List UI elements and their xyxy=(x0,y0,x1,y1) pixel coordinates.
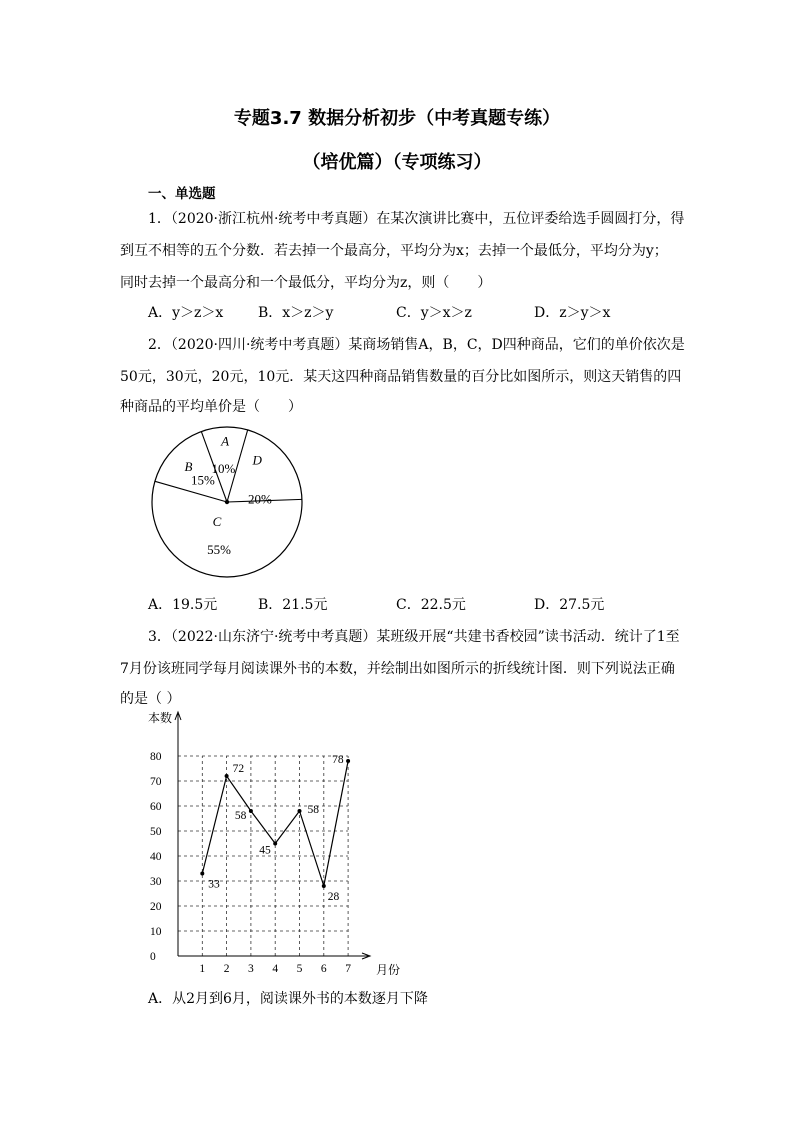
data-point xyxy=(298,809,302,813)
data-label: 72 xyxy=(232,763,245,775)
q3-option-a[interactable]: A．从2月到6月，阅读课外书的本数逐月下降 xyxy=(148,991,428,1007)
y-tick-label: 50 xyxy=(150,826,162,838)
x-tick-label: 6 xyxy=(320,963,327,975)
q1-option-a[interactable]: A．y＞z＞x xyxy=(148,305,224,321)
q2-option-a[interactable]: A．19.5元 xyxy=(148,597,218,613)
x-tick-label: 4 xyxy=(272,963,279,975)
q3-line3: 的是（ ） xyxy=(120,691,181,707)
x-axis-title: 月份 xyxy=(376,963,401,977)
data-label: 45 xyxy=(259,844,271,857)
data-point xyxy=(200,872,204,876)
y-tick-label: 60 xyxy=(150,801,162,813)
pie-center xyxy=(225,500,229,504)
q2-line3: 种商品的平均单价是（ ） xyxy=(120,399,302,415)
y-tick-label: 10 xyxy=(150,926,162,938)
x-tick-label: 7 xyxy=(345,963,351,975)
pie-slice-value-b: 15% xyxy=(190,472,215,488)
q1-line1: 1．（2020·浙江杭州·统考中考真题）在某次演讲比赛中，五位评委给选手圆圆打分，得 xyxy=(148,211,685,227)
line-chart xyxy=(130,706,410,982)
x-tick-label: 2 xyxy=(223,963,230,975)
y-tick-label: 30 xyxy=(150,876,162,888)
page-subtitle: （培优篇）（专项练习） xyxy=(302,152,492,173)
q1-line3: 同时去掉一个最高分和一个最低分，平均分为z，则（ ） xyxy=(120,275,492,291)
q2-option-d[interactable]: D．27.5元 xyxy=(534,597,605,613)
q1-line2: 到互不相等的五个分数．若去掉一个最高分，平均分为x；去掉一个最低分，平均分为y； xyxy=(120,243,668,259)
q3-line2: 7月份该班同学每月阅读课外书的本数，并绘制出如图所示的折线统计图．则下列说法正确 xyxy=(120,661,675,677)
data-label: 33 xyxy=(208,878,220,891)
data-point xyxy=(346,759,350,763)
data-point xyxy=(273,842,277,846)
data-point xyxy=(225,774,229,778)
data-label: 28 xyxy=(327,891,340,903)
section-heading: 一、单选题 xyxy=(148,186,216,202)
data-label: 78 xyxy=(332,754,344,766)
q2-option-c[interactable]: C．22.5元 xyxy=(396,597,466,613)
y-tick-label: 20 xyxy=(150,901,162,913)
page-title: 专题3.7 数据分析初步（中考真题专练） xyxy=(233,108,561,129)
q1-option-d[interactable]: D．z＞y＞x xyxy=(534,305,611,321)
y-axis-title: 本数 xyxy=(148,711,173,725)
q1-option-b[interactable]: B．x＞z＞y xyxy=(258,305,334,321)
x-tick-label: 3 xyxy=(248,963,254,975)
pie-slice-value-d: 20% xyxy=(247,491,272,507)
q1-option-c[interactable]: C．y＞x＞z xyxy=(396,305,472,321)
y-tick-label: 80 xyxy=(150,751,162,763)
data-label: 58 xyxy=(234,810,247,822)
pie-slice-label-c: C xyxy=(212,514,222,529)
x-tick-label: 5 xyxy=(296,963,303,975)
pie-slice-label-a: A xyxy=(221,433,230,449)
pie-slice-value-c: 55% xyxy=(207,542,231,557)
q2-line1: 2．（2020·四川·统考中考真题）某商场销售A，B，C，D四种商品，它们的单价依次是 xyxy=(148,337,685,353)
x-tick-label: 1 xyxy=(199,963,206,975)
pie-chart xyxy=(150,424,306,592)
y-tick-label: 40 xyxy=(150,851,162,863)
q3-line1: 3．（2022·山东济宁·统考中考真题）某班级开展“共建书香校园”读书活动．统计了1至 xyxy=(148,629,680,645)
pie-slice-label-b: B xyxy=(184,458,193,474)
q2-option-b[interactable]: B．21.5元 xyxy=(258,597,328,613)
y-tick-label: 0 xyxy=(150,951,156,963)
q2-line2: 50元，30元，20元，10元．某天这四种商品销售数量的百分比如图所示，则这天销售的四 xyxy=(120,369,682,385)
pie-slice-label-d: D xyxy=(252,452,262,468)
pie-slice-value-a: 10% xyxy=(211,460,236,476)
y-tick-label: 70 xyxy=(150,776,162,788)
data-point xyxy=(322,884,326,888)
data-label: 58 xyxy=(307,804,319,816)
data-point xyxy=(249,809,253,813)
